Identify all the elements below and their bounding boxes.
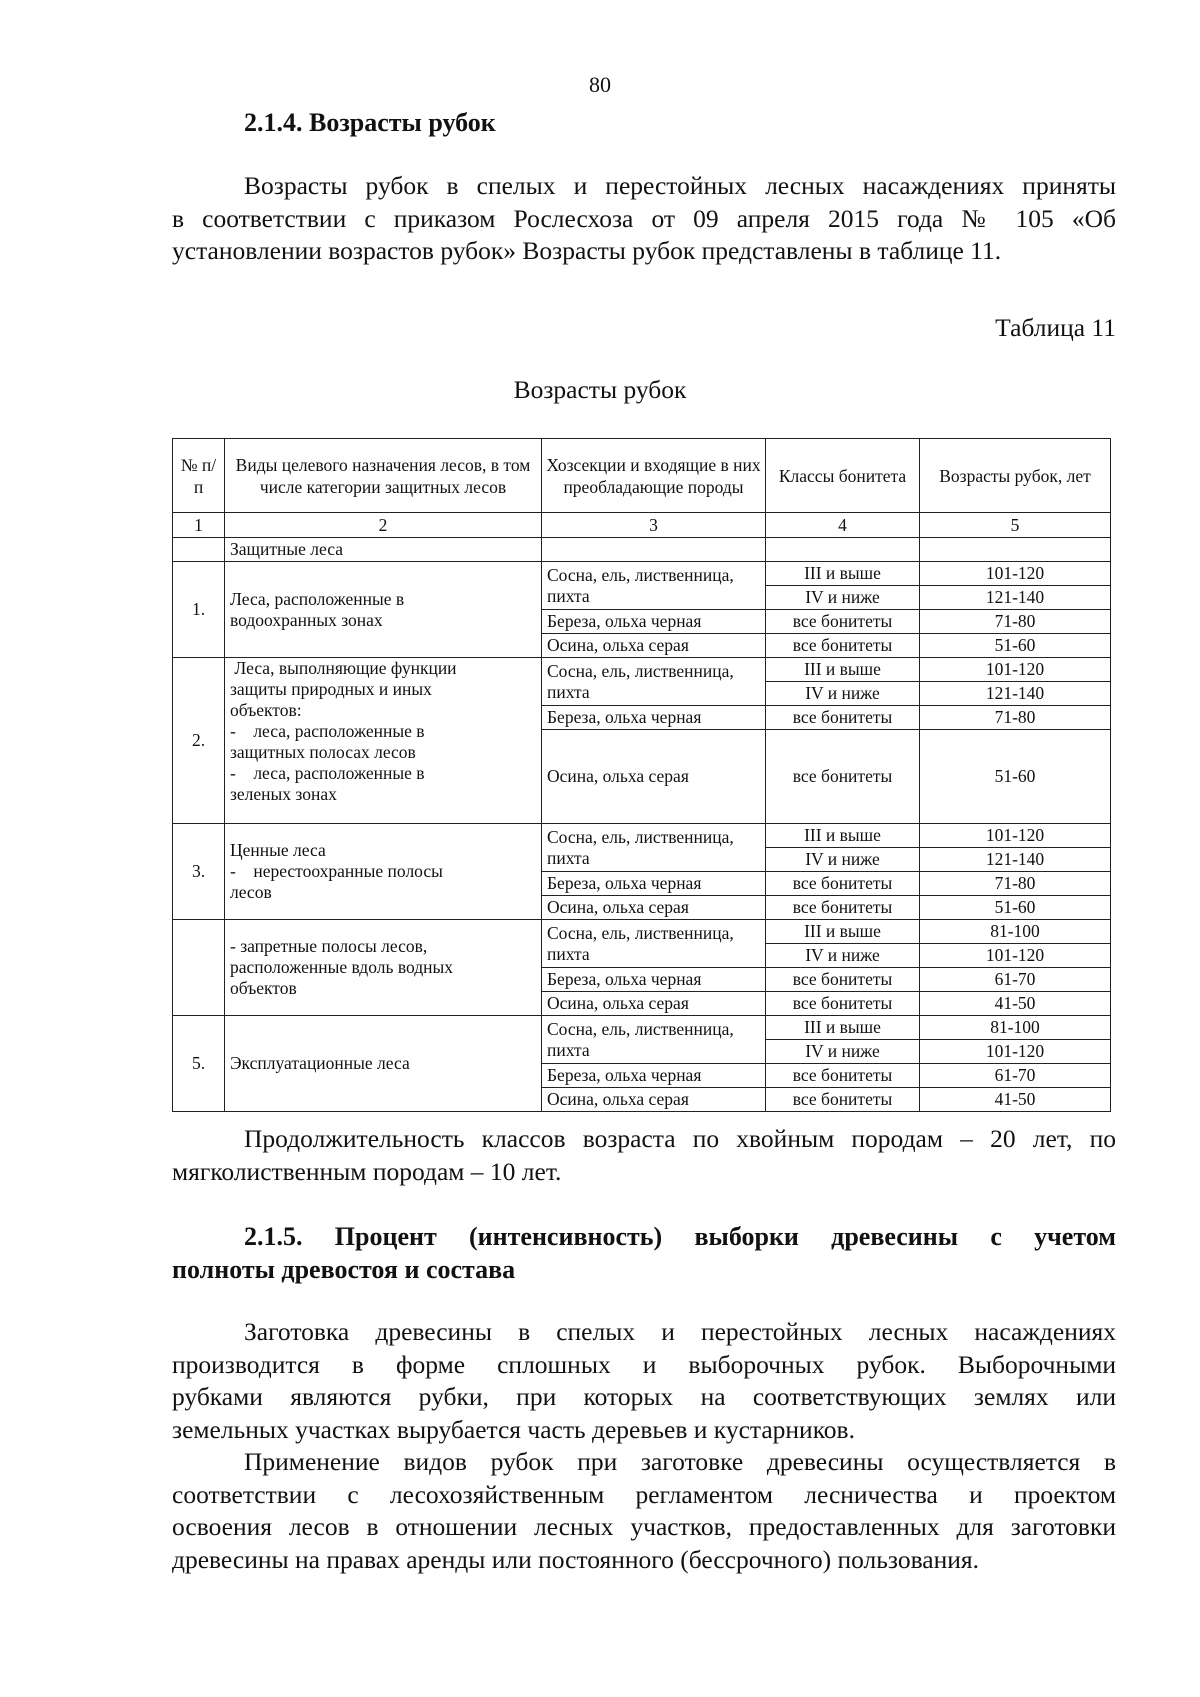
forest-type-line: Эксплуатационные леса bbox=[230, 1053, 410, 1073]
table-label: Таблица 11 bbox=[995, 313, 1116, 342]
column-number-row bbox=[173, 513, 1111, 538]
row-number: 2. bbox=[173, 658, 225, 824]
section-conifer: Сосна, ель, лиственница, пихта bbox=[542, 824, 766, 872]
class-cell: III и выше bbox=[766, 1016, 920, 1040]
class-cell: IV и ниже bbox=[766, 682, 920, 706]
section-cell: Береза, ольха черная bbox=[542, 706, 766, 730]
age-cell: 71-80 bbox=[920, 872, 1111, 896]
section-cell: Береза, ольха черная bbox=[542, 968, 766, 992]
forest-type-line: защиты природных и иных bbox=[230, 679, 432, 699]
class-cell: все бонитеты bbox=[766, 610, 920, 634]
class-cell: IV и ниже bbox=[766, 1040, 920, 1064]
forest-type-line: - леса, расположенные в bbox=[230, 721, 425, 741]
age-cell: 121-140 bbox=[920, 682, 1111, 706]
section-2-paragraph-1 bbox=[172, 1316, 1116, 1446]
table-row bbox=[173, 658, 1111, 682]
table-row bbox=[173, 538, 1111, 562]
section-conifer: Сосна, ель, лиственница, пихта bbox=[542, 920, 766, 968]
forest-type-line: Леса, расположенные в bbox=[230, 588, 405, 609]
row-number bbox=[173, 920, 225, 1016]
header-type: Виды целевого назначения лесов, в том числе категории защитных лесов bbox=[225, 439, 542, 513]
section-cell: Осина, ольха серая bbox=[542, 896, 766, 920]
table-row bbox=[173, 562, 1111, 586]
forest-type-line: зеленых зонах bbox=[230, 784, 337, 804]
paragraph-line: в соответствии с приказом Рослесхоза от 09 апреля 2015 года № 105 «Об bbox=[172, 203, 1116, 233]
paragraph-line: освоения лесов в отношении лесных участков, предоставленных для заготовки bbox=[172, 1512, 1116, 1541]
section-heading-2-1-4: 2.1.4. Возрасты рубок bbox=[244, 108, 496, 137]
paragraph-line: установлении возрастов рубок» Возрасты рубок представлены в таблице 11. bbox=[172, 236, 1002, 265]
forest-type-cell bbox=[225, 562, 542, 658]
class-cell: III и выше bbox=[766, 658, 920, 682]
table-header-row bbox=[173, 439, 1111, 513]
section-cell: Осина, ольха серая bbox=[542, 634, 766, 658]
protective-forests-label: Защитные леса bbox=[225, 538, 542, 562]
section-conifer: Сосна, ель, лиственница, пихта bbox=[542, 658, 766, 706]
class-cell: все бонитеты bbox=[766, 992, 920, 1016]
class-cell: IV и ниже bbox=[766, 586, 920, 610]
age-cell: 121-140 bbox=[920, 586, 1111, 610]
age-cell: 51-60 bbox=[920, 896, 1111, 920]
age-cell: 71-80 bbox=[920, 706, 1111, 730]
forest-type-line: Ценные леса bbox=[230, 840, 326, 860]
class-cell: все бонитеты bbox=[766, 634, 920, 658]
col-number: 1 bbox=[173, 513, 225, 538]
section-cell: Осина, ольха серая bbox=[542, 992, 766, 1016]
class-cell: все бонитеты bbox=[766, 1088, 920, 1112]
paragraph-line: Продолжительность классов возраста по хвойным породам – 20 лет, по bbox=[244, 1124, 1116, 1153]
paragraph-line: Возрасты рубок в спелых и перестойных лесных насаждениях приняты bbox=[244, 171, 1116, 200]
forest-type-cell bbox=[225, 1016, 542, 1112]
age-cell: 61-70 bbox=[920, 968, 1111, 992]
col-number: 2 bbox=[225, 513, 542, 538]
col-number: 4 bbox=[766, 513, 920, 538]
age-cell: 51-60 bbox=[920, 730, 1111, 824]
row-number: 3. bbox=[173, 824, 225, 920]
forest-type-line: объектов: bbox=[230, 700, 302, 720]
section-cell: Береза, ольха черная bbox=[542, 1064, 766, 1088]
paragraph-line: производится в форме сплошных и выборочных рубок. Выборочными bbox=[172, 1349, 1116, 1379]
class-cell: все бонитеты bbox=[766, 872, 920, 896]
section-1-paragraph bbox=[172, 170, 1116, 268]
forest-type-line: - запретные полосы лесов, bbox=[230, 936, 428, 956]
age-cell: 101-120 bbox=[920, 658, 1111, 682]
age-cell: 71-80 bbox=[920, 610, 1111, 634]
forest-type-cell bbox=[225, 658, 542, 824]
forest-type-line: лесов bbox=[230, 882, 272, 902]
class-cell: III и выше bbox=[766, 920, 920, 944]
paragraph-line: земельных участках вырубается часть деревьев и кустарников. bbox=[172, 1414, 855, 1444]
age-cell: 41-50 bbox=[920, 992, 1111, 1016]
cutting-ages-table bbox=[172, 438, 1111, 1112]
class-cell: IV и ниже bbox=[766, 848, 920, 872]
class-cell: все бонитеты bbox=[766, 1064, 920, 1088]
table-row bbox=[173, 1016, 1111, 1040]
forest-type-line: расположенные вдоль водных bbox=[230, 957, 453, 977]
forest-type-cell bbox=[225, 920, 542, 1016]
header-age: Возрасты рубок, лет bbox=[920, 439, 1111, 513]
class-cell: III и выше bbox=[766, 824, 920, 848]
header-section: Хозсекции и входящие в них преобладающие породы bbox=[542, 439, 766, 513]
forest-type-line: водоохранных зонах bbox=[230, 609, 383, 630]
class-cell: все бонитеты bbox=[766, 706, 920, 730]
forest-type-line: защитных полосах лесов bbox=[230, 742, 416, 762]
heading-line: 2.1.5. Процент (интенсивность) выборки древесины с учетом bbox=[244, 1222, 1116, 1251]
class-cell: все бонитеты bbox=[766, 730, 920, 824]
section-conifer: Сосна, ель, лиственница, пихта bbox=[542, 1016, 766, 1064]
age-cell: 51-60 bbox=[920, 634, 1111, 658]
paragraph-line: соответствии с лесохозяйственным регламентом лесничества и проектом bbox=[172, 1479, 1116, 1509]
forest-type-line: объектов bbox=[230, 978, 297, 998]
table-title: Возрасты рубок bbox=[513, 375, 687, 404]
forest-type-line: Леса, выполняющие функции bbox=[230, 658, 457, 678]
paragraph-line: Заготовка древесины в спелых и перестойных лесных насаждениях bbox=[244, 1317, 1116, 1346]
header-num: № п/п bbox=[173, 439, 225, 513]
paragraph-line: рубками являются рубки, при которых на соответствующих землях или bbox=[172, 1382, 1116, 1411]
class-cell: IV и ниже bbox=[766, 944, 920, 968]
forest-type-line: - леса, расположенные в bbox=[230, 763, 425, 783]
table-row bbox=[173, 920, 1111, 944]
age-cell: 101-120 bbox=[920, 944, 1111, 968]
forest-type-line: - нерестоохранные полосы bbox=[230, 861, 443, 881]
section-cell: Береза, ольха черная bbox=[542, 872, 766, 896]
age-cell: 101-120 bbox=[920, 562, 1111, 586]
col-number: 5 bbox=[920, 513, 1111, 538]
heading-line: полноты древостоя и состава bbox=[172, 1255, 516, 1284]
age-cell: 41-50 bbox=[920, 1088, 1111, 1112]
section-cell: Осина, ольха серая bbox=[542, 730, 766, 824]
after-table-paragraph bbox=[172, 1123, 1116, 1188]
section-cell: Береза, ольха черная bbox=[542, 610, 766, 634]
col-number: 3 bbox=[542, 513, 766, 538]
paragraph-line: Применение видов рубок при заготовке древесины осуществляется в bbox=[244, 1447, 1116, 1476]
paragraph-line: мягколиственным породам – 10 лет. bbox=[172, 1156, 562, 1186]
age-cell: 61-70 bbox=[920, 1064, 1111, 1088]
age-cell: 121-140 bbox=[920, 848, 1111, 872]
table-row bbox=[173, 824, 1111, 848]
class-cell: все бонитеты bbox=[766, 896, 920, 920]
age-cell: 101-120 bbox=[920, 1040, 1111, 1064]
section-heading-2-1-5 bbox=[172, 1220, 1116, 1286]
class-cell: все бонитеты bbox=[766, 968, 920, 992]
row-number: 5. bbox=[173, 1016, 225, 1112]
header-class: Классы бонитета bbox=[766, 439, 920, 513]
section-conifer: Сосна, ель, лиственница, пихта bbox=[542, 562, 766, 610]
section-cell: Осина, ольха серая bbox=[542, 1088, 766, 1112]
page-number: 80 bbox=[589, 72, 611, 97]
forest-type-cell bbox=[225, 824, 542, 920]
class-cell: III и выше bbox=[766, 562, 920, 586]
row-number: 1. bbox=[173, 562, 225, 658]
age-cell: 81-100 bbox=[920, 920, 1111, 944]
age-cell: 81-100 bbox=[920, 1016, 1111, 1040]
age-cell: 101-120 bbox=[920, 824, 1111, 848]
section-2-paragraph-2 bbox=[172, 1446, 1116, 1576]
paragraph-line: древесины на правах аренды или постоянного (бессрочного) пользования. bbox=[172, 1544, 979, 1574]
